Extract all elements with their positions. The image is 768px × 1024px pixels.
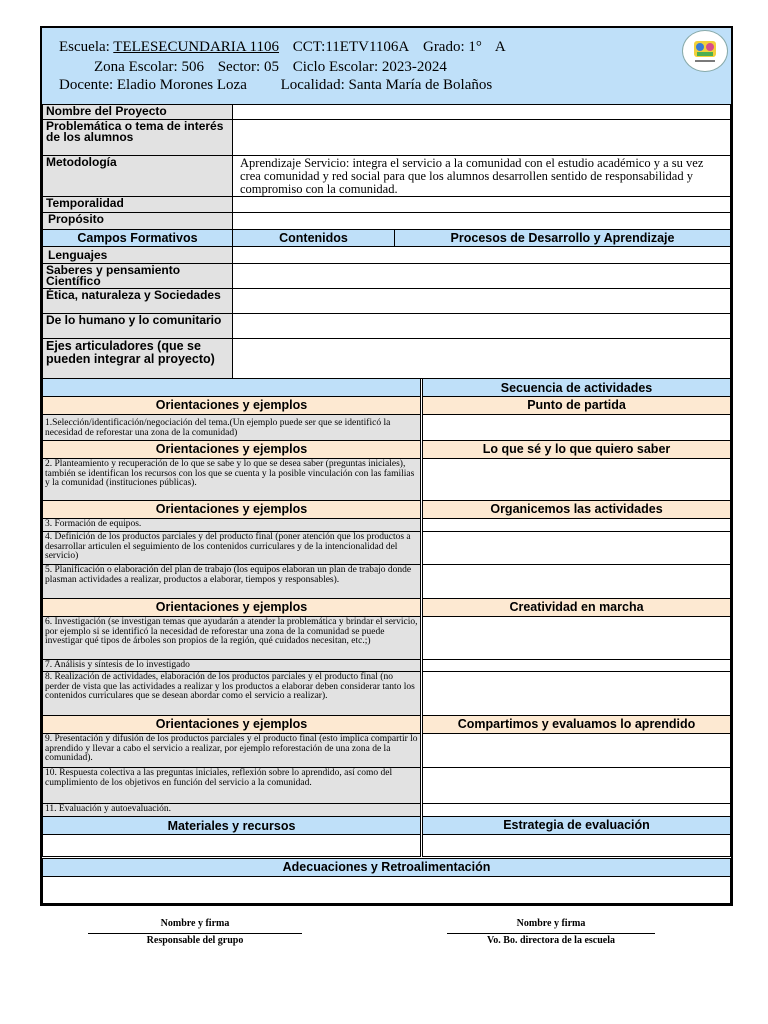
temporalidad-label: Temporalidad — [42, 196, 233, 213]
orientaciones-header-3: Orientaciones y ejemplos — [42, 500, 421, 519]
ciclo: Ciclo Escolar: 2023-2024 — [292, 59, 447, 75]
step-5: 5. Planificación o elaboración del plan de trabajo (los equipos elaboran un plan de trabajo donde plasman actividades a realizar, productos a elaborar, tiempos y responsables). — [42, 564, 421, 599]
proposito-label: Propósito — [42, 212, 233, 230]
escuela-name: TELESECUNDARIA 1106 — [113, 39, 279, 55]
campo-saberes-field[interactable] — [232, 263, 731, 289]
campo-lenguajes: Lenguajes — [42, 246, 233, 264]
step-9-field[interactable] — [422, 733, 731, 768]
orientaciones-header-4: Orientaciones y ejemplos — [42, 598, 421, 617]
header-line-3 — [59, 77, 492, 94]
fase-creatividad: Creatividad en marcha — [422, 598, 731, 617]
escuela-label: Escuela: — [59, 39, 110, 55]
step-9: 9. Presentación y difusión de los productos parciales y el producto final (esto implica compartir lo aprendido y llevar a cabo el servicio a realizar, por ejemplo reforestación de una zona de la comunidad). — [42, 733, 421, 768]
secuencia-blank-header — [42, 378, 421, 397]
school-header — [42, 28, 731, 106]
campo-etica: Ética, naturaleza y Sociedades — [42, 288, 233, 314]
materiales-field[interactable] — [42, 834, 421, 857]
metodologia-text: Aprendizaje Servicio: integra el servicio a la comunidad con el estudio académico y a su vez crea comunidad y red social para que los alumnos desarrollen sentido de responsabilidad y compromiso con la comunidad. — [232, 155, 731, 197]
adecuaciones-header: Adecuaciones y Retroalimentación — [42, 858, 731, 877]
step-3-field[interactable] — [422, 518, 731, 532]
header-line-1 — [59, 39, 506, 56]
school-logo — [682, 30, 728, 72]
problematica-label: Problemática o tema de interés de los alumnos — [42, 119, 233, 156]
sector: Sector: 05 — [217, 59, 279, 75]
grado: Grado: 1° — [422, 39, 482, 55]
temporalidad-field[interactable] — [232, 196, 731, 213]
step-4-field[interactable] — [422, 531, 731, 565]
localidad: Localidad: Santa María de Bolaños — [280, 77, 493, 93]
contenidos-header: Contenidos — [232, 229, 395, 247]
campo-etica-field[interactable] — [232, 288, 731, 314]
step-11: 11. Evaluación y autoevaluación. — [42, 803, 421, 817]
fase-organicemos: Organicemos las actividades — [422, 500, 731, 519]
signature-right-line — [447, 933, 655, 934]
header-line-2 — [94, 59, 447, 76]
step-11-field[interactable] — [422, 803, 731, 817]
estrategia-field[interactable] — [422, 834, 731, 857]
procesos-header: Procesos de Desarrollo y Aprendizaje — [394, 229, 731, 247]
step-3: 3. Formación de equipos. — [42, 518, 421, 532]
fase-compartimos: Compartimos y evaluamos lo aprendido — [422, 715, 731, 734]
signature-left-top: Nombre y firma — [160, 918, 230, 929]
metodologia-label: Metodología — [42, 155, 233, 197]
step-8: 8. Realización de actividades, elaboración de los productos parciales y el producto final (no perder de vista que las actividades a realizar y los productos a elaborar deben considerar tanto los contenidos curriculares que se desean abordar como el servicio a realizar). — [42, 671, 421, 716]
signature-right-top: Nombre y firma — [516, 918, 586, 929]
ejes-label: Ejes articuladores (que se pueden integrar al proyecto) — [42, 338, 233, 379]
step-8-field[interactable] — [422, 671, 731, 716]
campos-header: Campos Formativos — [42, 229, 233, 247]
zona: Zona Escolar: 506 — [94, 59, 204, 75]
step-7: 7. Análisis y síntesis de lo investigado — [42, 659, 421, 672]
problematica-field[interactable] — [232, 119, 731, 156]
fase-punto-partida: Punto de partida — [422, 396, 731, 415]
step-10: 10. Respuesta colectiva a las preguntas iniciales, reflexión sobre lo aprendido, así como del cumplimiento de los objetivos en función del servicio a la comunidad. — [42, 767, 421, 804]
step-6: 6. Investigación (se investigan temas que ayudarán a atender la problemática y brindar el servicio, por ejemplo si se identificó la necesidad de reforestar una zona de la comunidad se puede investigar qué tipos de árboles son propios de la región, qué cuidados necesitan, etc.;) — [42, 616, 421, 660]
step-6-field[interactable] — [422, 616, 731, 660]
campo-humano-field[interactable] — [232, 313, 731, 339]
planning-form — [40, 26, 733, 906]
materiales-header: Materiales y recursos — [42, 816, 421, 835]
cct: CCT:11ETV1106A — [292, 39, 410, 55]
signature-right-bottom: Vo. Bo. directora de la escuela — [486, 935, 616, 946]
step-1: 1.Selección/identificación/negociación del tema.(Un ejemplo puede ser que se identificó la necesidad de reforestar una zona de la comunidad) — [42, 414, 421, 441]
fase-lo-que-se: Lo que sé y lo que quiero saber — [422, 440, 731, 459]
orientaciones-header-1: Orientaciones y ejemplos — [42, 396, 421, 415]
step-1-field[interactable] — [422, 414, 731, 441]
nombre-proyecto-label: Nombre del Proyecto — [42, 104, 233, 120]
step-4: 4. Definición de los productos parciales y del producto final (poner atención que los productos a desarrollar articulen el seguimiento de los contenidos curriculares y de la intencionalidad del servicio) — [42, 531, 421, 565]
step-2: 2. Planteamiento y recuperación de lo que se sabe y lo que se desea saber (preguntas iniciales), también se identifican los recursos con los que se cuenta y la posible vinculación con las familias y la comunidad (instituciones públicas). — [42, 458, 421, 501]
orientaciones-header-2: Orientaciones y ejemplos — [42, 440, 421, 459]
signature-left-line — [88, 933, 302, 934]
orientaciones-header-5: Orientaciones y ejemplos — [42, 715, 421, 734]
secuencia-title: Secuencia de actividades — [422, 378, 731, 397]
signature-left-bottom: Responsable del grupo — [146, 935, 244, 946]
adecuaciones-field[interactable] — [42, 876, 731, 904]
campo-saberes: Saberes y pensamiento Científico — [42, 263, 233, 289]
grupo: A — [494, 39, 506, 55]
campo-lenguajes-field[interactable] — [232, 246, 731, 264]
step-5-field[interactable] — [422, 564, 731, 599]
step-10-field[interactable] — [422, 767, 731, 804]
estrategia-header: Estrategia de evaluación — [422, 816, 731, 835]
docente: Docente: Eladio Morones Loza — [59, 77, 247, 93]
step-2-field[interactable] — [422, 458, 731, 501]
proposito-field[interactable] — [232, 212, 731, 230]
nombre-proyecto-field[interactable] — [232, 104, 731, 120]
ejes-field[interactable] — [232, 338, 731, 379]
campo-humano: De lo humano y lo comunitario — [42, 313, 233, 339]
